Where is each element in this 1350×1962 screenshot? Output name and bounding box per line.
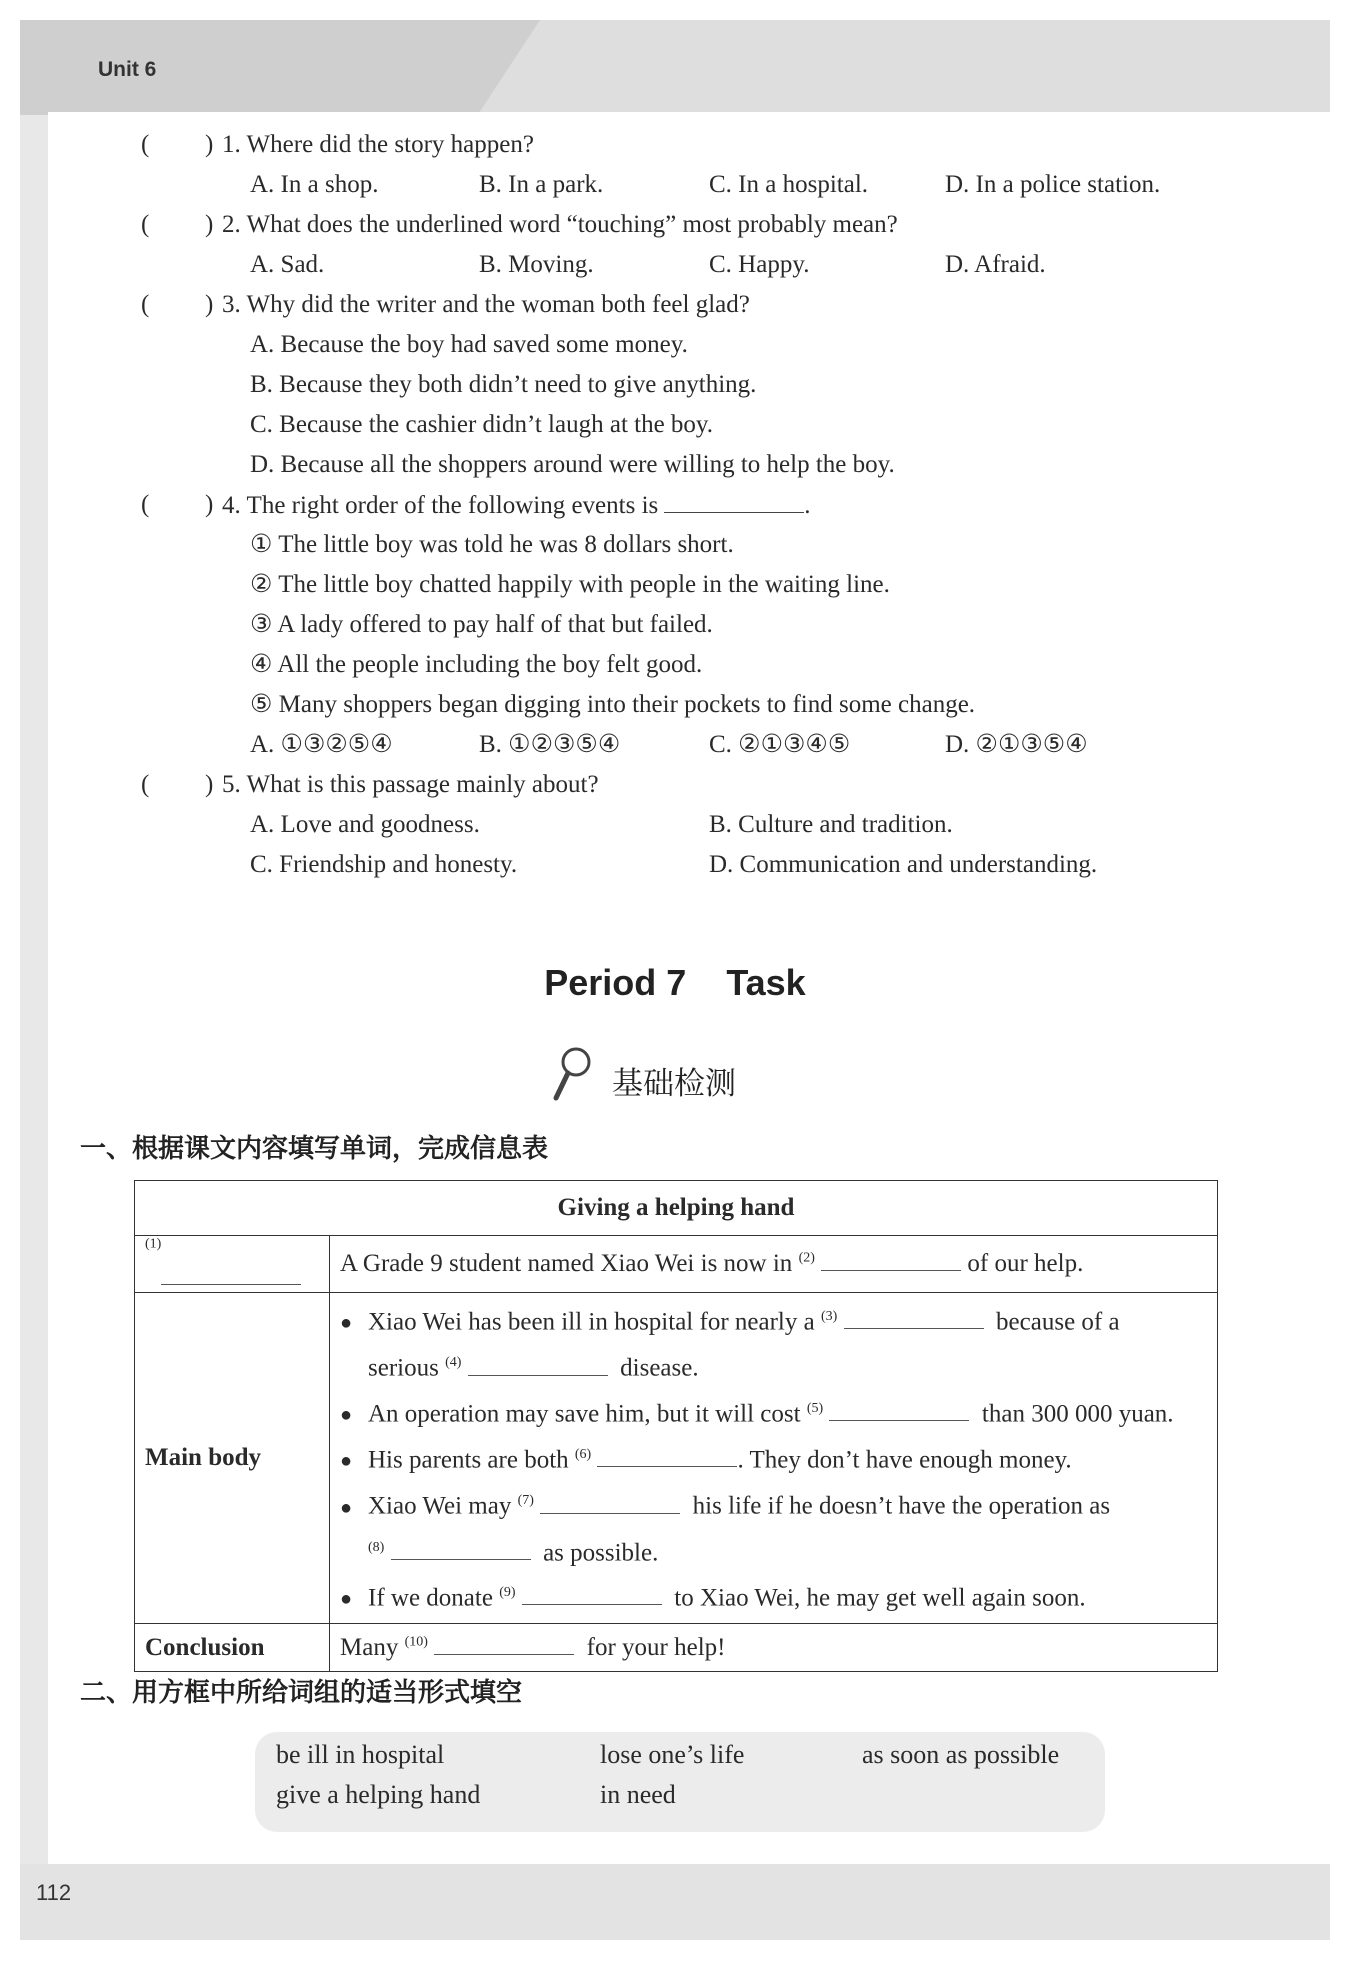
question-3: 3. Why did the writer and the woman both feel glad? — [222, 291, 750, 318]
option: A. Sad. — [250, 251, 325, 278]
answer-blank-2[interactable] — [821, 1250, 961, 1271]
word-phrase: be ill in hospital — [276, 1740, 445, 1769]
bullet-item: ● An operation may save him, but it will cost $^{(5)}$ than 300 000 yuan. — [340, 1399, 1174, 1427]
option: D. Because all the shoppers around were willing to help the boy. — [250, 451, 895, 478]
table-cell-intro — [330, 1236, 1218, 1293]
answer-blank-4[interactable] — [468, 1355, 608, 1376]
text: to Xiao Wei, he may get well again soon. — [674, 1584, 1086, 1612]
blank-number: (3) — [820, 1309, 838, 1324]
unit-label: Unit 6 — [98, 58, 157, 81]
option: A. Love and goodness. — [250, 811, 480, 838]
text: An operation may save him, but it will cost — [368, 1399, 801, 1427]
answer-paren-open: ( — [141, 771, 150, 798]
period-title: Period 7 Task — [544, 962, 806, 1003]
text: for your help! — [586, 1633, 726, 1661]
blank-number: (9) — [499, 1584, 516, 1600]
option: A. ①③②⑤④ — [250, 731, 393, 758]
text: of our help. — [967, 1250, 1084, 1277]
option: B. Because they both didn’t need to give anything. — [250, 371, 757, 398]
blank-number: (1) — [145, 1236, 162, 1252]
text: A Grade 9 student named Xiao Wei is now in — [340, 1250, 793, 1277]
answer-paren-close: ) — [205, 491, 214, 518]
option: B. In a park. — [479, 171, 604, 198]
question-1: 1. Where did the story happen? — [222, 131, 534, 158]
footer-band — [20, 1864, 1330, 1940]
word-phrase: as soon as possible — [862, 1740, 1060, 1769]
blank-number: (8) — [368, 1539, 385, 1555]
option: C. Friendship and honesty. — [250, 851, 518, 878]
answer-paren-open: ( — [141, 491, 150, 518]
blank-number: (2) — [798, 1250, 815, 1266]
answer-blank-1[interactable] — [161, 1264, 301, 1285]
table-cell-1 — [135, 1236, 330, 1293]
text: serious — [368, 1354, 439, 1382]
magnifier-icon — [548, 1044, 596, 1102]
word-phrase: give a helping hand — [276, 1780, 481, 1809]
option: D. In a police station. — [945, 171, 1161, 198]
answer-blank-9[interactable] — [522, 1584, 662, 1605]
text: than 300 000 yuan. — [981, 1399, 1174, 1427]
bullet-item: ● If we donate $^{(9)}$ to Xiao Wei, he may get well again soon. — [340, 1584, 1086, 1612]
word-phrase: in need — [600, 1780, 676, 1809]
option: A. Because the boy had saved some money. — [250, 331, 688, 358]
table-title: Giving a helping hand — [135, 1181, 1218, 1236]
option: A. In a shop. — [250, 171, 379, 198]
question-5: 5. What is this passage mainly about? — [222, 771, 599, 798]
answer-blank-7[interactable] — [540, 1493, 680, 1514]
answer-blank-3[interactable] — [844, 1308, 984, 1329]
conclusion-label: Conclusion — [135, 1624, 330, 1672]
event-item: ① The little boy was told he was 8 dollars short. — [250, 531, 734, 558]
answer-blank-10[interactable] — [434, 1634, 574, 1655]
answer-paren-close: ) — [205, 211, 214, 238]
text: If we donate — [368, 1584, 493, 1612]
text: disease. — [620, 1354, 699, 1382]
bullet-item: ● His parents are both $^{(6)}$ . They don’t have enough money. — [340, 1446, 1072, 1474]
answer-blank-6[interactable] — [597, 1446, 737, 1467]
conclusion-content — [330, 1624, 1218, 1672]
event-item: ⑤ Many shoppers began digging into their pockets to find some change. — [250, 691, 976, 718]
text: Xiao Wei may — [368, 1492, 512, 1520]
section-title: 基础检测 — [612, 1066, 736, 1102]
info-table — [134, 1180, 1218, 1672]
bullet-continuation — [340, 1343, 1207, 1388]
text: as possible. — [543, 1538, 659, 1566]
bullet-continuation — [340, 1528, 1207, 1573]
blank-number: (10) — [404, 1634, 428, 1650]
blank-number: (5) — [806, 1400, 824, 1416]
event-item: ④ All the people including the boy felt good. — [250, 651, 703, 678]
option: B. ①②③⑤④ — [479, 731, 621, 758]
answer-paren-open: ( — [141, 131, 150, 158]
blank-number: (4) — [445, 1355, 462, 1371]
answer-blank-8[interactable] — [391, 1539, 531, 1560]
blank-number: (7) — [517, 1493, 534, 1509]
option: B. Moving. — [479, 251, 594, 278]
text: Many — [340, 1633, 399, 1661]
bullet-item: ● Xiao Wei may $^{(7)}$ his life if he doesn’t have the operation as — [340, 1492, 1111, 1520]
text: . They don’t have enough money. — [737, 1446, 1072, 1474]
text: his life if he doesn’t have the operation as — [692, 1492, 1111, 1520]
word-phrase: lose one’s life — [600, 1740, 745, 1769]
answer-paren-close: ) — [205, 291, 214, 318]
answer-paren-open: ( — [141, 291, 150, 318]
event-item: ③ A lady offered to pay half of that but failed. — [250, 611, 713, 638]
text: His parents are both — [368, 1446, 569, 1474]
option: C. Happy. — [709, 251, 810, 278]
option: D. Afraid. — [945, 251, 1046, 278]
page-number: 112 — [36, 1880, 72, 1905]
option: C. Because the cashier didn’t laugh at the boy. — [250, 411, 714, 438]
option: C. ②①③④⑤ — [709, 731, 851, 758]
text: Xiao Wei has been ill in hospital for nearly a — [368, 1308, 815, 1336]
text: because of a — [996, 1308, 1120, 1336]
option: D. ②①③⑤④ — [945, 731, 1088, 758]
blank-number: (6) — [574, 1446, 592, 1462]
question-2: 2. What does the underlined word “touching” most probably mean? — [222, 211, 898, 238]
question-4: 4. The right order of the following events is . — [222, 492, 811, 519]
answer-paren-open: ( — [141, 211, 150, 238]
answer-paren-close: ) — [205, 771, 214, 798]
event-item: ② The little boy chatted happily with people in the waiting line. — [250, 571, 890, 598]
option: B. Culture and tradition. — [709, 811, 953, 838]
main-body-label: Main body — [135, 1293, 330, 1624]
bullet-item: ● Xiao Wei has been ill in hospital for nearly a $^{(3)}$ because of a — [340, 1308, 1120, 1336]
answer-paren-close: ) — [205, 131, 214, 158]
option: D. Communication and understanding. — [709, 851, 1098, 878]
main-body-content — [330, 1293, 1218, 1624]
part-2-heading: 二、用方框中所给词组的适当形式填空 — [80, 1678, 523, 1708]
option: C. In a hospital. — [709, 171, 869, 198]
part-1-heading: 一、根据课文内容填写单词，完成信息表 — [80, 1134, 549, 1164]
question-4-text: 4. The right order of the following events is — [222, 492, 659, 519]
answer-blank-5[interactable] — [829, 1400, 969, 1421]
answer-blank[interactable] — [664, 490, 804, 513]
